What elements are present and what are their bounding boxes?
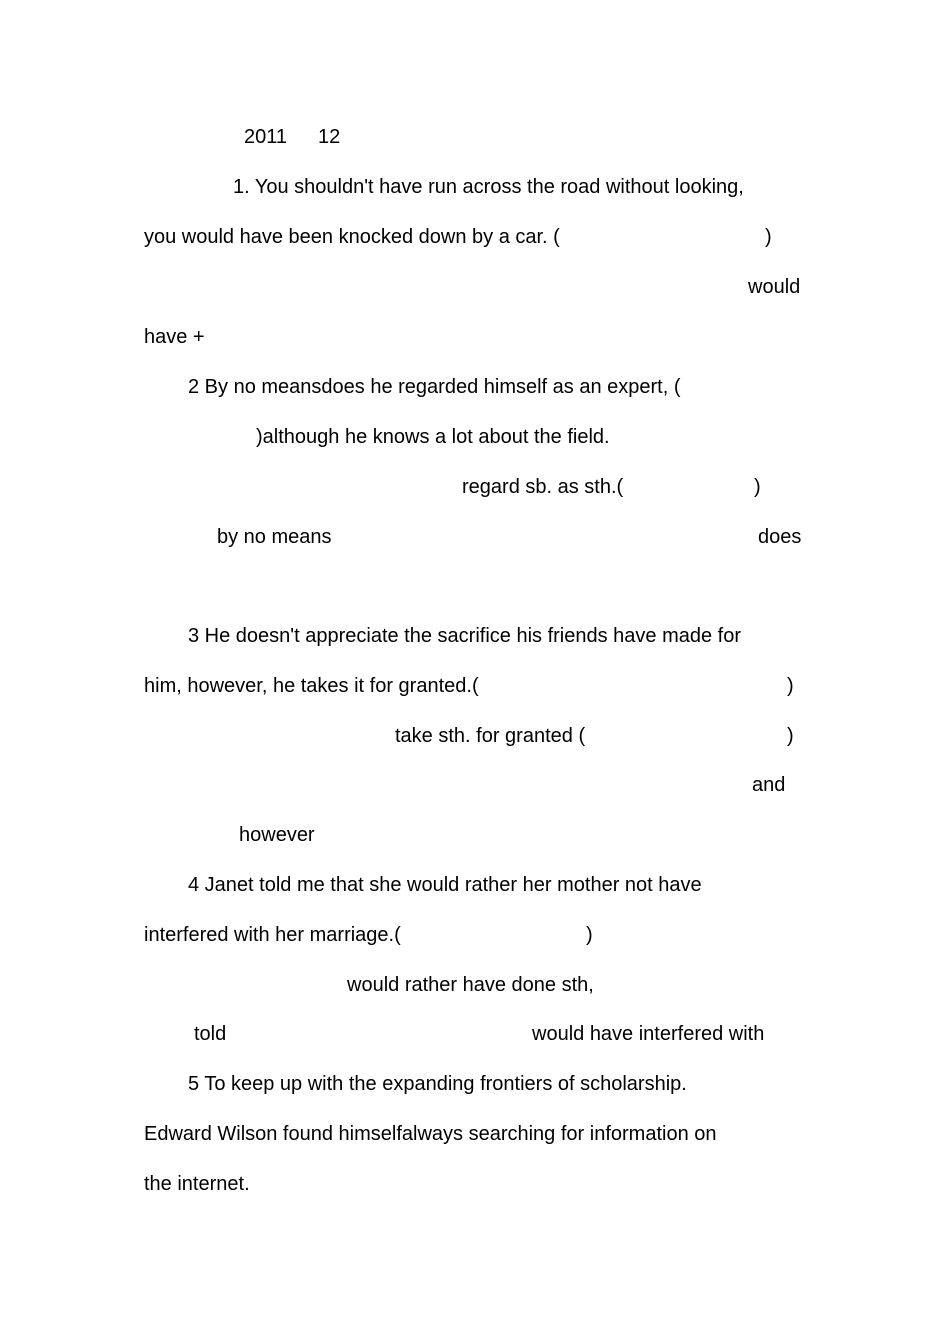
header-year: 2011 [244, 126, 288, 148]
item-5-line-2: Edward Wilson found himselfalways searching for information on [144, 1123, 717, 1145]
item-1-line-1: 1. You shouldn't have run across the road without looking, [233, 176, 744, 198]
header-month: 12 [318, 126, 341, 148]
item-4-note-phrase: would rather have done sth, [347, 974, 594, 996]
item-3-note-phrase: take sth. for granted ( [395, 725, 586, 747]
item-2-note-phrase: regard sb. as sth.( [462, 476, 624, 498]
item-1-note-a: would [748, 276, 801, 298]
item-2-line-2: )although he knows a lot about the field. [256, 426, 610, 448]
item-2-note-a: by no means [217, 526, 332, 548]
item-4-note-a: told [194, 1023, 227, 1045]
item-1-note-b: have + [144, 326, 205, 348]
item-1-line-2-close: ) [765, 226, 772, 248]
item-4-line-2: interfered with her marriage.( [144, 924, 401, 946]
item-3-note-b: however [239, 824, 315, 846]
item-2-line-1: 2 By no meansdoes he regarded himself as an expert, ( [188, 376, 681, 398]
item-3-line-2: him, however, he takes it for granted.( [144, 675, 479, 697]
item-4-note-b: would have interfered with [532, 1023, 765, 1045]
item-4-line-1: 4 Janet told me that she would rather her mother not have [188, 874, 702, 896]
item-2-note-b: does [758, 526, 802, 548]
item-2-note-phrase-close: ) [754, 476, 761, 498]
item-1-line-2: you would have been knocked down by a car. ( [144, 226, 560, 248]
item-3-line-2-close: ) [787, 675, 794, 697]
item-5-line-3: the internet. [144, 1173, 250, 1195]
item-3-line-1: 3 He doesn't appreciate the sacrifice his friends have made for [188, 625, 742, 647]
item-5-line-1: 5 To keep up with the expanding frontiers of scholarship. [188, 1073, 687, 1095]
item-3-note-phrase-close: ) [787, 725, 794, 747]
item-4-line-2-close: ) [586, 924, 593, 946]
item-3-note-a: and [752, 774, 786, 796]
